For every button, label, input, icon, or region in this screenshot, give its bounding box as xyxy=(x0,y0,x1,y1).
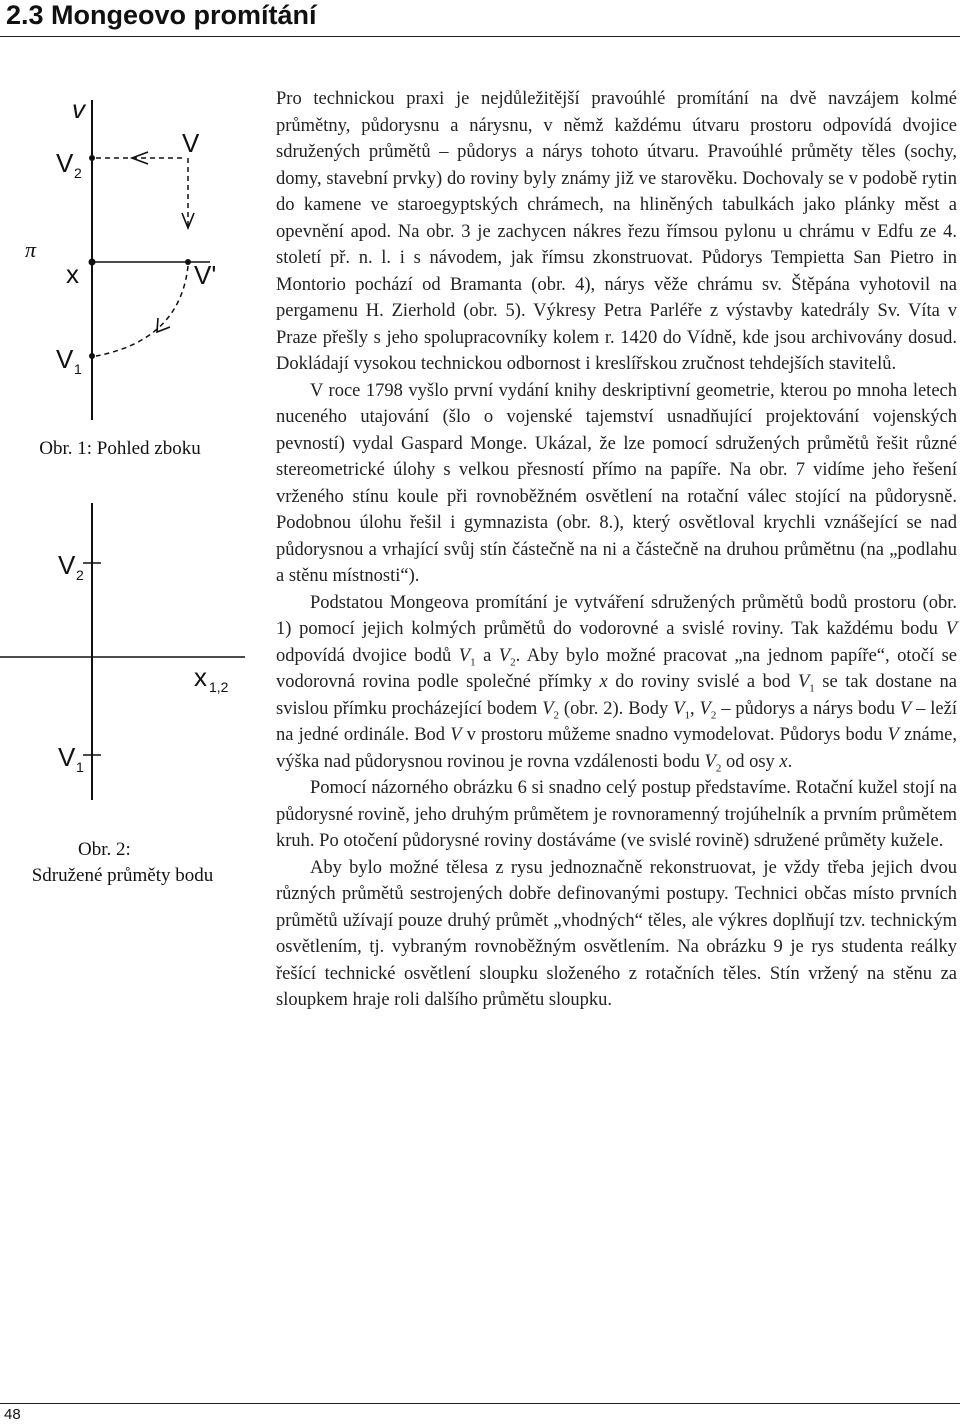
figure-1-caption: Obr. 1: Pohled zboku xyxy=(39,438,201,459)
figure-2-caption xyxy=(0,838,245,888)
body-text xyxy=(276,86,957,1014)
header-rule xyxy=(0,36,960,37)
figure-2-paired-projections xyxy=(0,503,245,800)
fig1-label-pi: π xyxy=(25,237,37,262)
fig1-label-V: V xyxy=(182,128,200,158)
fig1-label-Vprime: V' xyxy=(194,260,217,290)
paragraph-1: Pro technickou praxi je nejdůležitější pravoúhlé promítání na dvě navzájem kolmé průmětny, půdorysnu a nárysnu, v němž každému útvaru prostoru odpovídá dvojice sdružených průmětů – půdorys a nárys tohoto útvaru. Pravoúhlé průměty těles (sochy, domy, stavební prvky) do roviny byly známy již ve starověku. Dochovaly se v podobě rytin do kamene ve staroegyptských chrámech, na hliněných tabulkách jako plánky měst a opevnění apod. Na obr. 3 je zachycen nákres řezu římsou pylonu u chrámu v Edfu ze 4. století př. n. l. i s návodem, jak římsu zkonstruovat. Půdorys Tempietta San Pietro in Montorio pochází od Bramanta (obr. 4), nárys věže chrámu sv. Štěpána vyhotovil na pergamenu H. Zierhold (obr. 5). Výkresy Petra Parléře z výstavby katedrály Sv. Víta v Praze přešly s jeho spolupracovníky kolem r. 1420 do Vídně, kde jsou archivovány dosud. Dokládají vysokou technickou odbornost i kreslířskou zručnost tehdejších stavitelů. xyxy=(276,89,957,374)
figure-2-caption-line2: Sdružené průměty bodu xyxy=(31,865,214,886)
paragraph-2: V roce 1798 vyšlo první vydání knihy deskriptivní geometrie, kterou po mnoha letech nuceného utajování (šlo o vojenské tajemství usnadňující projektování vojenských pevností) vydal Gaspard Monge. Ukázal, že lze pomocí sdružených průmětů řešit různé stereometrické úlohy s velkou přesností přímo na papíře. Na obr. 7 vidíme jeho řešení vrženého stínu koule při rovnoběžném osvětlení na rotační válec stojící na půdorysně. Podobnou úlohu řešil i gymnazista (obr. 8.), který osvětloval krychli vznášející se nad půdorysnou a vrhající svůj stín částečně na ni a částečně na druhou průmětnu (na „podlahu a stěnu místnosti“). xyxy=(276,380,957,586)
figures-svg xyxy=(0,40,250,900)
fig1-label-v1: V xyxy=(56,344,74,374)
section-heading: 2.3 Mongeovo promítání xyxy=(6,0,317,30)
fig2-label-v1-sub: 1 xyxy=(76,759,84,775)
fig2-label-v2: V xyxy=(58,550,76,580)
paragraph-3: Podstatou Mongeova promítání je vytváření sdružených průmětů bodů prostoru (obr. 1) pomocí jejich kolmých průmětů do vodorovné a svislé roviny. Tak každému bodu V odpovídá dvojice bodů $V_1$ a $V_2$. Aby bylo možné pracovat „na jednom papíře“, otočí se vodorovná rovina podle společné přímky x do roviny svislé a bod $V_1$ se tak dostane na svislou přímku procházející bodem $V_2$ (obr. 2). Body $V_1$, $V_2$ – půdorys a nárys bodu V – leží na jedné ordinále. Bod V v prostoru můžeme snadno vymodelovat. Půdorys bodu V známe, výška nad půdorysnou rovinou je rovna vzdálenosti bodu $V_2$ od osy x. xyxy=(276,592,957,775)
fig2-label-x: x xyxy=(194,662,207,692)
footer-rule xyxy=(0,1403,960,1404)
paragraph-5: Aby bylo možné tělesa z rysu jednoznačně rekonstruovat, je vždy třeba jejich dvou různých průmětů sestrojených dobře definovanými postupy. Technici občas místo prvních průmětů užívají pouze druhý průmět „vhodných“ těles, ale výkres doplňují tzv. technickým osvětlením, tj. vybraným rovnoběžným osvětlením. Na obrázku 9 je rys studenta reálky řešící technické osvětlení sloupku složeného z rotačních těles. Stín vržený na stěnu za sloupkem hraje roli dalšího průmětu sloupku. xyxy=(276,857,957,1010)
fig1-label-v: v xyxy=(72,94,85,124)
fig1-label-v2: V xyxy=(56,148,74,178)
figure-1-side-view xyxy=(25,94,216,420)
fig1-label-x: x xyxy=(66,259,79,289)
paragraph-4: Pomocí názorného obrázku 6 si snadno celý postup představíme. Rotační kužel stojí na půdorysné rovině, jeho druhým průmětem je rovnoramenný trojúhelník a prvním průmětem kruh. Po otočení půdorysné roviny dostáváme (ve svislé rovině) sdružené průměty kužele. xyxy=(276,778,957,851)
page-number: 48 xyxy=(4,1406,21,1423)
fig2-label-x-sub: 1,2 xyxy=(209,679,229,695)
fig1-label-v2-sub: 2 xyxy=(74,165,82,181)
fig1-label-v1-sub: 1 xyxy=(74,361,82,377)
figure-2-caption-line1: Obr. 2: xyxy=(78,839,131,860)
fig2-label-v2-sub: 2 xyxy=(76,567,84,583)
fig2-label-v1: V xyxy=(58,742,76,772)
